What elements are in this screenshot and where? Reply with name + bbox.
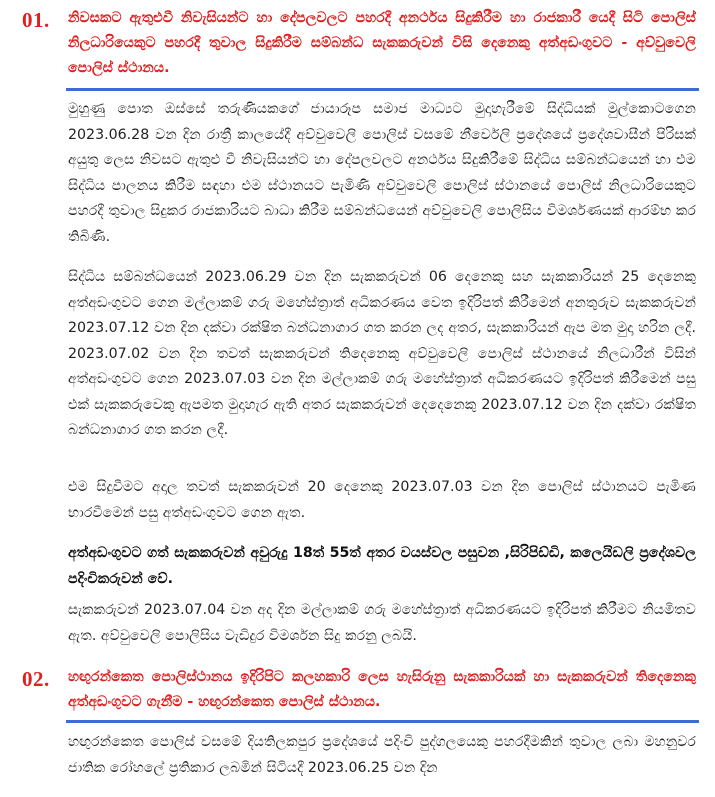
paragraph: හඟුරන්කෙත පොලිස් වසමේ දියතිලකපුර ප්‍රදේශයේ පදිංචි පුද්ගලයෙකු පහරදීමකින් තුවාල ලබා මහනුවර ජාතික රෝහලේ ප්‍රතිකාර ලබමින් සිටියදී 2023.06.25 වන දින — [68, 734, 696, 776]
section-heading: නිවසකට ඇතුළුවී නිවැසියන්ට හා දේපලවලට පහරදී අනර්ථය සිදුකිරීම හා රාජකාරී යෙදී සිටි පොලිස් නිලධාරියෙකුට පහරදී තුවාල සිදුකිරීම සම්බන්ධ සැකකරුවන් විසි දෙනෙකු අත්අඩංගුවට - අව්වුවෙලි පොලිස් ස්ථානය. — [68, 10, 696, 76]
paragraph: මුහුණු පොත ඔස්සේ තරුණියකගේ ජායාරූප සමාජ මාධ්‍යට මුදාහැරීමේ සිද්ධියක් මුල්කොටගෙන 2023.06.28 වන දින රාත්‍රී කාලයේදී අව්වුවෙලි පොලිස් වසමේ නීර්වෙලි ප්‍රදේශයේ ප්‍රදේශවාසීන් පිරිසක් අයුතු ලෙස නිවසට ඇතුළු වී නිවැසියන්ට හා දේපලවලට අනර්ථය සිදුකිරීමේ සිද්ධිය සම්බන්ධයෙන් හා එම සිද්ධිය පාලනය කිරීම සඳහා එම ස්ථානයට පැමිණි අව්වුවෙලි පොලිස් ස්ථානයේ පොලිස් නිලධාරියෙකුට පහරදී තුවාල සිදුකර රාජකාරියට බාධා කිරීම සම්බන්ධයෙන් අව්වුවෙලි පොලිසිය විමර්ශණයක් ආරම්භ කර තිබිණි. — [68, 101, 696, 245]
heading-underline — [66, 720, 699, 723]
paragraph: සැකකරුවන් 2023.07.04 වන අද දින මල්ලාකම් ගරු මහේස්ත්‍රාත් අධිකරණයට ඉදිරිපත් කිරීමට නියමිතව ඇත. අව්වුවෙලි පොලිසිය වැඩිදුර විමර්ශන සිදු කරනු ලබයි. — [68, 602, 696, 644]
section-number: 01. — [22, 8, 50, 32]
paragraph: එම සිදුවීමට අදාල තවත් සැකකරුවන් 20 දෙනෙකු 2023.07.03 වන දින පොලිස් ස්ථානයට පැමිණ භාරවීමෙන් පසු අත්අඩංගුවට ගෙන ඇත. — [68, 479, 696, 521]
section-number: 02. — [22, 667, 50, 691]
heading-underline — [66, 88, 699, 91]
section-heading: හඟුරන්කෙත පොලිස්ථානය ඉදිරිපිට කලහකාරි ලෙස හැසිරුනු සැකකාරියක් හා සැකකරුවන් තිදෙනෙකු අත්අඩංගුවට ගැනීම - හඟුරන්කෙත පොලිස් ස්ථානය. — [68, 669, 696, 710]
paragraph: සිද්ධිය සම්බන්ධයෙන් 2023.06.29 වන දින සැකකරුවන් 06 දෙනෙකු සහ සැකකාරියන් 25 දෙනෙකු අත්අඩංගුවට ගෙන මල්ලාකම් ගරු මහේස්ත්‍රාත් අධිකරණය වෙත ඉදිරිපත් කිරීමෙන් අනතුරුව සැකකරුවන් 2023.07.12 වන දින දක්වා රක්ෂිත බන්ධනාගාර ගත කරන ලද අතර, සැකකාරියන් ඇප මත මුදා හරින ලදී. 2023.07.02 වන දින තවත් සැකකරුවන් තිදෙනෙකු අව්වුවෙලි පොලිස් ස්ථානයේ නිලධාරීන් විසින් අත්අඩංගුවට ගෙන 2023.07.03 වන දින මල්ලාකම් ගරු මහේස්ත්‍රාත් අධිකරණයට ඉදිරිපත් කිරීමෙන් පසු එක් සැකකරුවෙකු ඇපමත මුදාහැර ඇති අතර සැකකරුවන් දෙදෙනෙකු 2023.07.12 වන දින දක්වා රක්ෂිත බන්ධනාගාර ගත කරන ලදී. — [68, 269, 696, 438]
paragraph-bold: අත්අඩංගුවට ගත් සැකකරුවන් අවුරුදු 18ත් 55ත් අතර වයස්වල පසුවන ,සිරිපිඩ්ඩි, කලෙයිඩලි ප්‍රදේශවල පදිංචිකරුවන් වේ. — [68, 545, 696, 587]
